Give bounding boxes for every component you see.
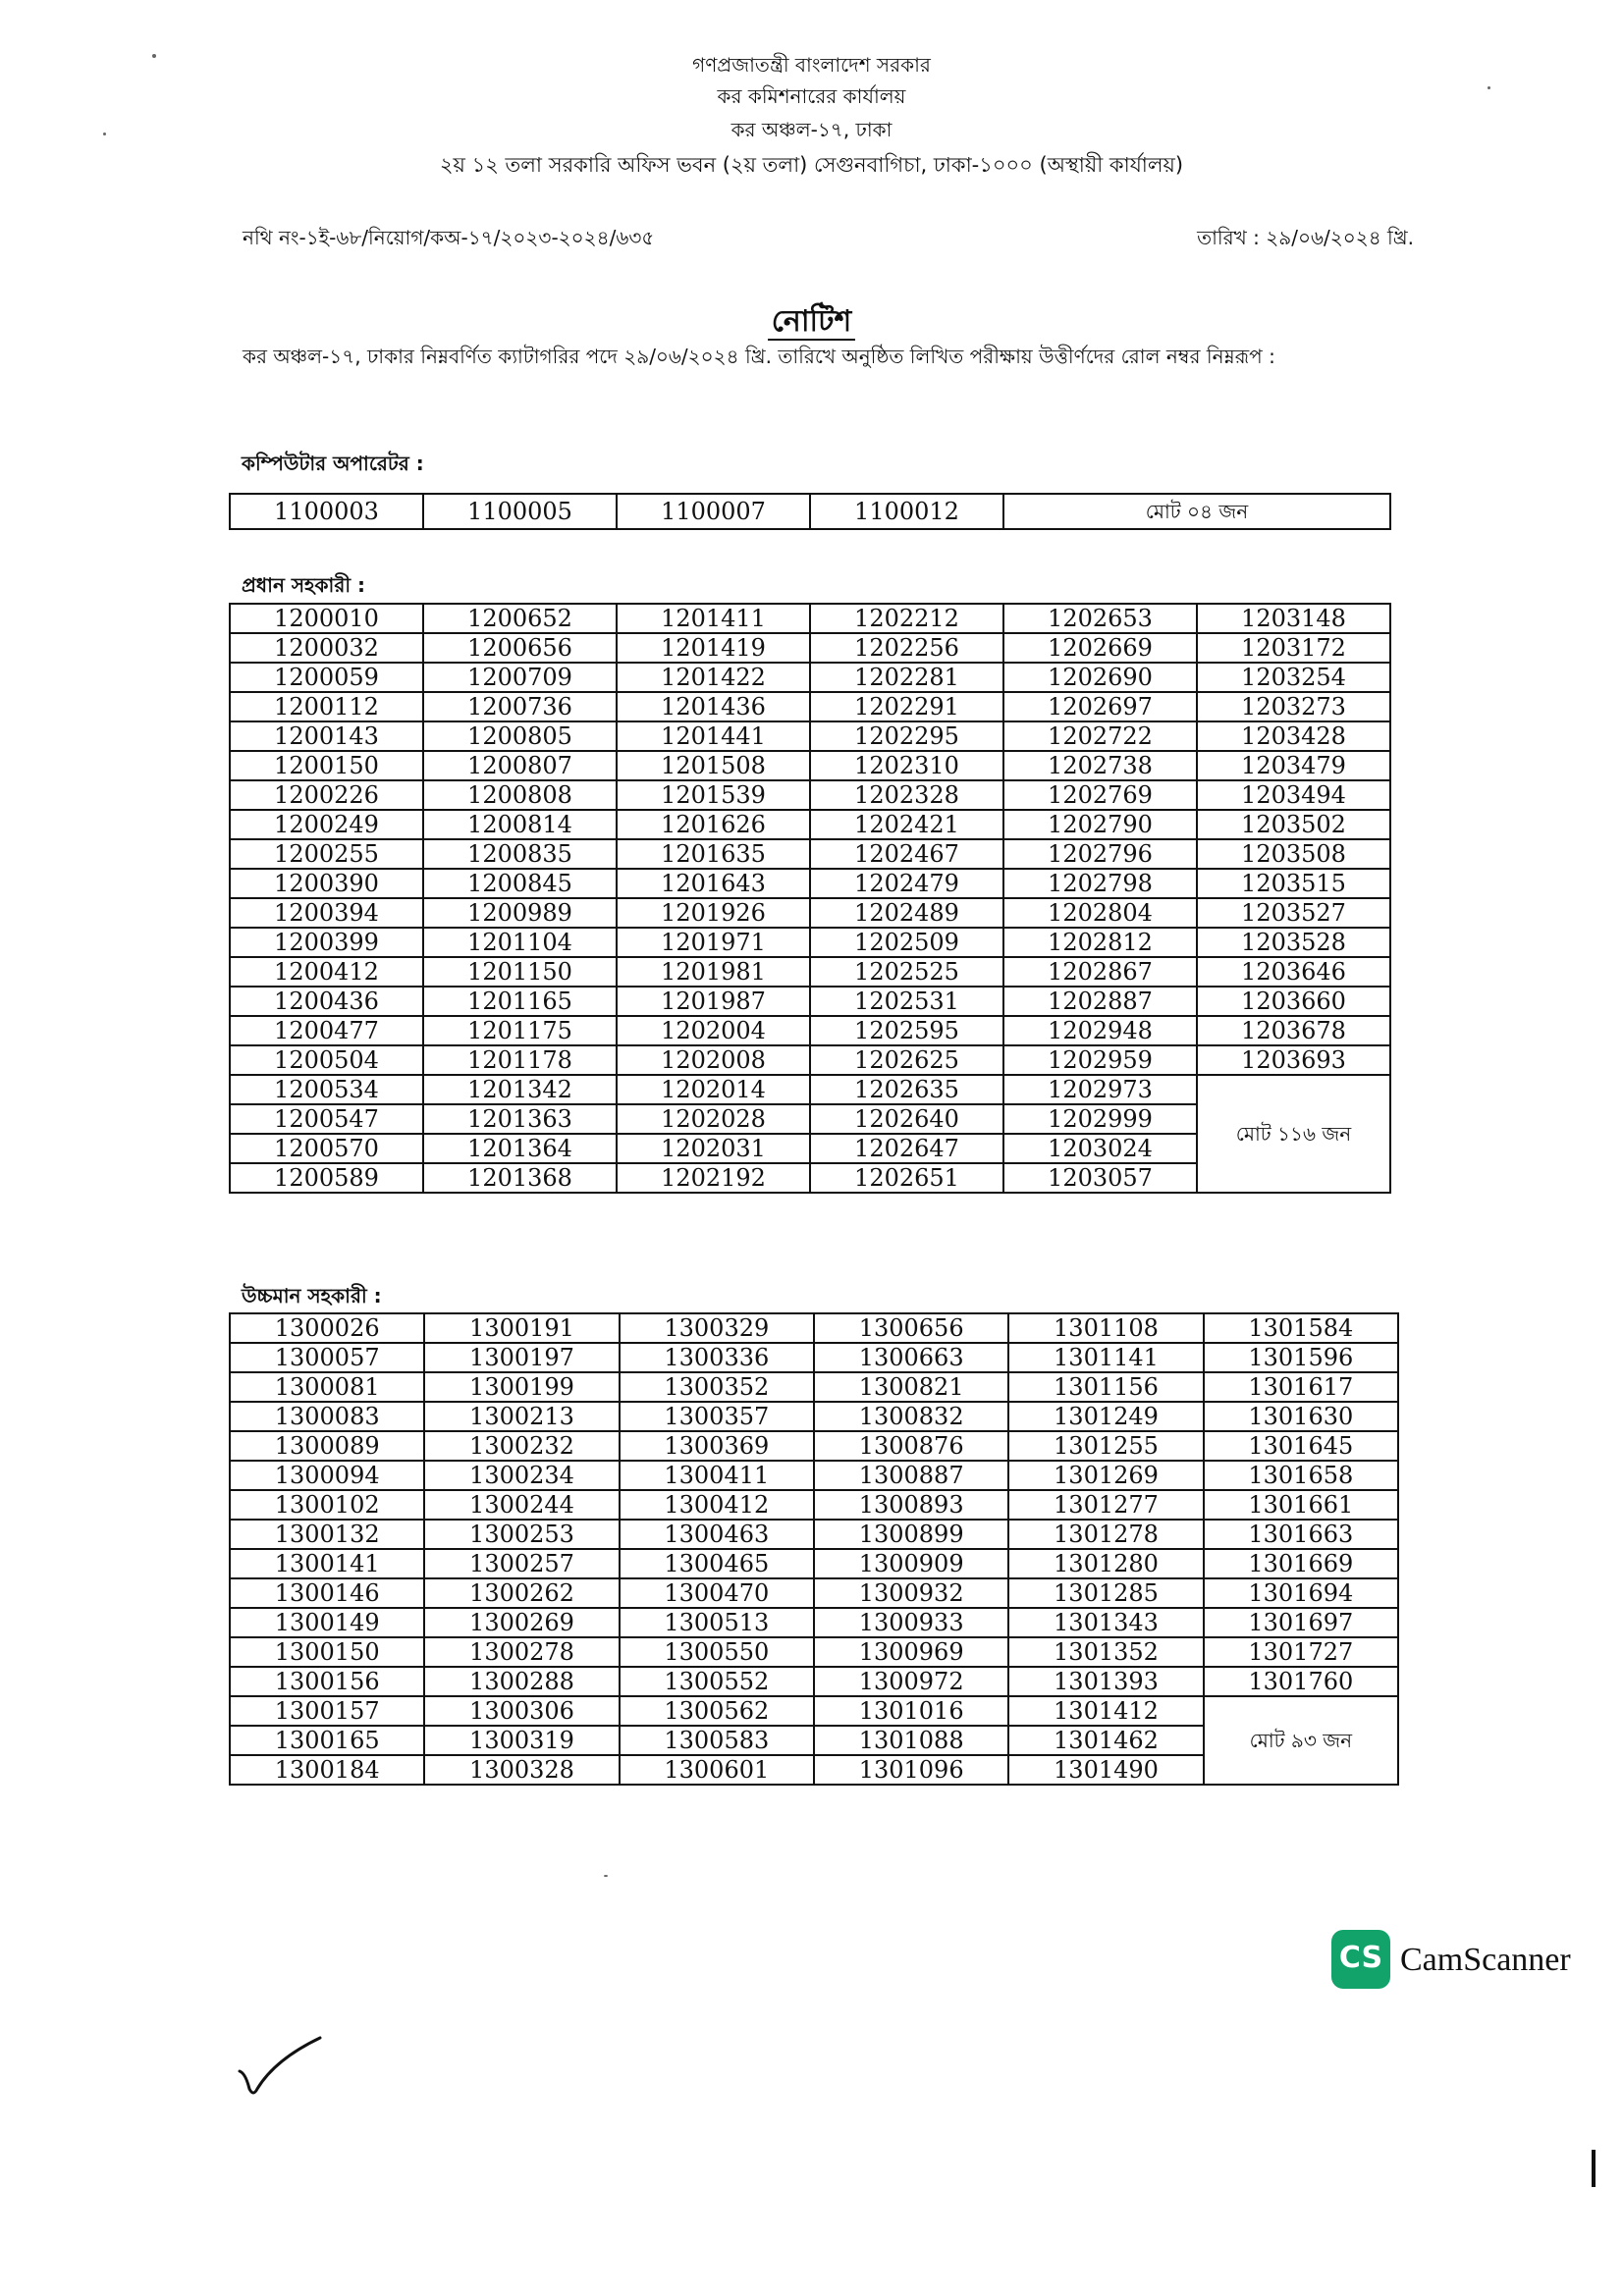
roll-cell: 1300412 xyxy=(620,1490,814,1520)
roll-cell: 1300357 xyxy=(620,1402,814,1431)
roll-cell: 1300656 xyxy=(814,1313,1008,1343)
roll-cell: 1202192 xyxy=(617,1163,810,1193)
roll-cell: 1200412 xyxy=(230,957,423,987)
roll-cell: 1202796 xyxy=(1003,839,1197,869)
roll-cell: 1203024 xyxy=(1003,1134,1197,1163)
roll-cell: 1200534 xyxy=(230,1075,423,1104)
roll-cell: 1301156 xyxy=(1008,1372,1203,1402)
camscanner-brand-text: CamScanner xyxy=(1400,1942,1571,1978)
roll-cell: 1200835 xyxy=(423,839,617,869)
header-address: ২য় ১২ তলা সরকারি অফিস ভবন (২য় তলা) সেগুনবাগিচা, ঢাকা-১০০০ (অস্থায়ী কার্যালয়) xyxy=(439,153,1184,177)
roll-cell: 1202281 xyxy=(810,663,1003,692)
roll-cell: 1301285 xyxy=(1008,1578,1203,1608)
roll-cell: 1200249 xyxy=(230,810,423,839)
section-label-computer-operator: কম্পিউটার অপারেটর : xyxy=(242,452,424,475)
table-row xyxy=(230,1402,1398,1431)
roll-cell: 1202651 xyxy=(810,1163,1003,1193)
table-row xyxy=(230,1520,1398,1549)
roll-cell: 1300972 xyxy=(814,1667,1008,1696)
header-government-name: গণপ্রজাতন্ত্রী বাংলাদেশ সরকার xyxy=(692,53,931,77)
roll-cell: 1200143 xyxy=(230,721,423,751)
roll-cell: 1300262 xyxy=(424,1578,619,1608)
roll-cell: 1201971 xyxy=(617,928,810,957)
table-row xyxy=(230,987,1390,1016)
roll-cell: 1202328 xyxy=(810,780,1003,810)
roll-cell: 1301596 xyxy=(1204,1343,1398,1372)
roll-cell: 1202479 xyxy=(810,869,1003,898)
scan-speck xyxy=(604,1875,608,1877)
roll-cell: 1201635 xyxy=(617,839,810,869)
roll-cell: 1301490 xyxy=(1008,1755,1203,1785)
roll-cell: 1202291 xyxy=(810,692,1003,721)
roll-cell: 1202531 xyxy=(810,987,1003,1016)
roll-cell: 1202295 xyxy=(810,721,1003,751)
roll-cell: 1201981 xyxy=(617,957,810,987)
roll-cell: 1300026 xyxy=(230,1313,424,1343)
roll-cell: 1300150 xyxy=(230,1637,424,1667)
table-row xyxy=(230,1045,1390,1075)
roll-cell: 1300199 xyxy=(424,1372,619,1402)
roll-cell: 1301661 xyxy=(1204,1490,1398,1520)
table-row xyxy=(230,780,1390,810)
roll-cell: 1301645 xyxy=(1204,1431,1398,1461)
notice-intro: কর অঞ্চল-১৭, ঢাকার নিম্নবর্ণিত ক্যাটাগরির পদে ২৯/০৬/২০২৪ খ্রি. তারিখে অনুষ্ঠিত লিখিত পরীক্ষায় উত্তীর্ণদের রোল নম্বর নিম্নরূপ : xyxy=(243,345,1275,368)
roll-cell: 1300083 xyxy=(230,1402,424,1431)
roll-cell: 1100012 xyxy=(810,494,1003,529)
computer-operator-table xyxy=(229,493,1391,530)
roll-cell: 1203515 xyxy=(1197,869,1390,898)
roll-cell: 1201539 xyxy=(617,780,810,810)
roll-cell: 1203057 xyxy=(1003,1163,1197,1193)
roll-cell: 1100003 xyxy=(230,494,423,529)
roll-cell: 1300278 xyxy=(424,1637,619,1667)
roll-cell: 1301249 xyxy=(1008,1402,1203,1431)
roll-cell: 1300157 xyxy=(230,1696,424,1726)
table-row xyxy=(230,810,1390,839)
table-row xyxy=(230,1431,1398,1461)
roll-cell: 1300269 xyxy=(424,1608,619,1637)
roll-cell: 1201175 xyxy=(423,1016,617,1045)
roll-cell: 1200059 xyxy=(230,663,423,692)
roll-cell: 1202647 xyxy=(810,1134,1003,1163)
section-label-chief-assistant: প্রধান সহকারী : xyxy=(242,573,366,597)
roll-cell: 1300094 xyxy=(230,1461,424,1490)
roll-cell: 1100005 xyxy=(423,494,617,529)
roll-cell: 1301352 xyxy=(1008,1637,1203,1667)
scan-speck xyxy=(152,54,156,58)
roll-cell: 1200805 xyxy=(423,721,617,751)
roll-cell: 1201643 xyxy=(617,869,810,898)
roll-cell: 1202690 xyxy=(1003,663,1197,692)
roll-cell: 1202653 xyxy=(1003,604,1197,633)
roll-cell: 1300821 xyxy=(814,1372,1008,1402)
roll-cell: 1300057 xyxy=(230,1343,424,1372)
roll-cell: 1202509 xyxy=(810,928,1003,957)
roll-cell: 1202867 xyxy=(1003,957,1197,987)
roll-cell: 1202798 xyxy=(1003,869,1197,898)
roll-cell: 1301141 xyxy=(1008,1343,1203,1372)
roll-cell: 1301278 xyxy=(1008,1520,1203,1549)
table-row xyxy=(230,1696,1398,1726)
roll-cell: 1300232 xyxy=(424,1431,619,1461)
roll-cell: 1203678 xyxy=(1197,1016,1390,1045)
table-row xyxy=(230,1549,1398,1578)
roll-cell: 1300149 xyxy=(230,1608,424,1637)
roll-cell: 1301658 xyxy=(1204,1461,1398,1490)
roll-cell: 1301343 xyxy=(1008,1608,1203,1637)
roll-cell: 1301617 xyxy=(1204,1372,1398,1402)
roll-cell: 1201342 xyxy=(423,1075,617,1104)
roll-cell: 1301760 xyxy=(1204,1667,1398,1696)
roll-cell: 1200652 xyxy=(423,604,617,633)
roll-cell: 1300552 xyxy=(620,1667,814,1696)
roll-cell: 1300213 xyxy=(424,1402,619,1431)
roll-cell: 1202697 xyxy=(1003,692,1197,721)
camscanner-logo-icon: CS xyxy=(1331,1930,1390,1989)
notice-title-text: নোটিশ xyxy=(768,304,855,341)
roll-cell: 1202421 xyxy=(810,810,1003,839)
handwritten-checkmark-icon xyxy=(236,2032,324,2101)
roll-cell: 1200570 xyxy=(230,1134,423,1163)
roll-cell: 1300513 xyxy=(620,1608,814,1637)
roll-cell: 1203172 xyxy=(1197,633,1390,663)
roll-cell: 1301462 xyxy=(1008,1726,1203,1755)
roll-cell: 1300288 xyxy=(424,1667,619,1696)
total-cell: মোট ৯৩ জন xyxy=(1204,1696,1398,1785)
roll-cell: 1300081 xyxy=(230,1372,424,1402)
roll-cell: 1201987 xyxy=(617,987,810,1016)
reference-number: নথি নং-১ই-৬৮/নিয়োগ/কঅ-১৭/২০২৩-২০২৪/৬৩৫ xyxy=(243,226,655,249)
roll-cell: 1202999 xyxy=(1003,1104,1197,1134)
roll-cell: 1300146 xyxy=(230,1578,424,1608)
roll-cell: 1300893 xyxy=(814,1490,1008,1520)
roll-cell: 1202669 xyxy=(1003,633,1197,663)
roll-cell: 1200010 xyxy=(230,604,423,633)
roll-cell: 1300165 xyxy=(230,1726,424,1755)
roll-cell: 1200808 xyxy=(423,780,617,810)
roll-cell: 1300184 xyxy=(230,1755,424,1785)
table-row xyxy=(230,1016,1390,1045)
roll-cell: 1201626 xyxy=(617,810,810,839)
roll-cell: 1201419 xyxy=(617,633,810,663)
roll-cell: 1301088 xyxy=(814,1726,1008,1755)
roll-cell: 1203646 xyxy=(1197,957,1390,987)
roll-cell: 1300899 xyxy=(814,1520,1008,1549)
roll-cell: 1202008 xyxy=(617,1045,810,1075)
roll-cell: 1202014 xyxy=(617,1075,810,1104)
roll-cell: 1301694 xyxy=(1204,1578,1398,1608)
roll-cell: 1203494 xyxy=(1197,780,1390,810)
table-row xyxy=(230,839,1390,869)
table-row xyxy=(230,663,1390,692)
table-row xyxy=(230,1667,1398,1696)
roll-cell: 1300876 xyxy=(814,1431,1008,1461)
roll-cell: 1203479 xyxy=(1197,751,1390,780)
table-row xyxy=(230,1490,1398,1520)
roll-cell: 1203527 xyxy=(1197,898,1390,928)
roll-cell: 1301277 xyxy=(1008,1490,1203,1520)
roll-cell: 1300969 xyxy=(814,1637,1008,1667)
table-row xyxy=(230,633,1390,663)
roll-cell: 1200399 xyxy=(230,928,423,957)
roll-cell: 1300336 xyxy=(620,1343,814,1372)
roll-cell: 1202625 xyxy=(810,1045,1003,1075)
roll-cell: 1301255 xyxy=(1008,1431,1203,1461)
roll-cell: 1202635 xyxy=(810,1075,1003,1104)
scan-speck xyxy=(1488,86,1490,89)
table-row xyxy=(230,1608,1398,1637)
header-zone: কর অঞ্চল-১৭, ঢাকা xyxy=(730,118,893,141)
table-row xyxy=(230,869,1390,898)
roll-cell: 1200547 xyxy=(230,1104,423,1134)
roll-cell: 1300132 xyxy=(230,1520,424,1549)
roll-cell: 1202028 xyxy=(617,1104,810,1134)
roll-cell: 1201436 xyxy=(617,692,810,721)
table-row xyxy=(230,751,1390,780)
roll-cell: 1301663 xyxy=(1204,1520,1398,1549)
total-cell: মোট ০৪ জন xyxy=(1003,494,1390,529)
roll-cell: 1300550 xyxy=(620,1637,814,1667)
roll-cell: 1203273 xyxy=(1197,692,1390,721)
roll-cell: 1301669 xyxy=(1204,1549,1398,1578)
table-row xyxy=(230,692,1390,721)
roll-cell: 1300465 xyxy=(620,1549,814,1578)
roll-cell: 1202973 xyxy=(1003,1075,1197,1104)
roll-cell: 1202525 xyxy=(810,957,1003,987)
roll-cell: 1201363 xyxy=(423,1104,617,1134)
roll-cell: 1300253 xyxy=(424,1520,619,1549)
roll-cell: 1203148 xyxy=(1197,604,1390,633)
roll-cell: 1301393 xyxy=(1008,1667,1203,1696)
roll-cell: 1301269 xyxy=(1008,1461,1203,1490)
roll-cell: 1300932 xyxy=(814,1578,1008,1608)
roll-cell: 1300463 xyxy=(620,1520,814,1549)
roll-cell: 1202310 xyxy=(810,751,1003,780)
roll-cell: 1200112 xyxy=(230,692,423,721)
roll-cell: 1202640 xyxy=(810,1104,1003,1134)
roll-cell: 1300352 xyxy=(620,1372,814,1402)
roll-cell: 1200589 xyxy=(230,1163,423,1193)
total-cell: মোট ১১৬ জন xyxy=(1197,1075,1390,1193)
roll-cell: 1300329 xyxy=(620,1313,814,1343)
roll-cell: 1300663 xyxy=(814,1343,1008,1372)
roll-cell: 1202812 xyxy=(1003,928,1197,957)
table-row xyxy=(230,721,1390,751)
roll-cell: 1202489 xyxy=(810,898,1003,928)
table-row xyxy=(230,1372,1398,1402)
roll-cell: 1300933 xyxy=(814,1608,1008,1637)
roll-cell: 1203508 xyxy=(1197,839,1390,869)
roll-cell: 1200150 xyxy=(230,751,423,780)
roll-cell: 1201178 xyxy=(423,1045,617,1075)
roll-cell: 1301697 xyxy=(1204,1608,1398,1637)
scan-mark xyxy=(1592,2150,1596,2187)
roll-cell: 1202804 xyxy=(1003,898,1197,928)
roll-cell: 1201368 xyxy=(423,1163,617,1193)
senior-assistant-table xyxy=(229,1312,1399,1786)
roll-cell: 1300191 xyxy=(424,1313,619,1343)
roll-cell: 1202004 xyxy=(617,1016,810,1045)
section-label-senior-assistant: উচ্চমান সহকারী : xyxy=(242,1284,382,1308)
roll-cell: 1300306 xyxy=(424,1696,619,1726)
roll-cell: 1300328 xyxy=(424,1755,619,1785)
roll-cell: 1201364 xyxy=(423,1134,617,1163)
roll-cell: 1202769 xyxy=(1003,780,1197,810)
roll-cell: 1202790 xyxy=(1003,810,1197,839)
roll-cell: 1301727 xyxy=(1204,1637,1398,1667)
roll-cell: 1200709 xyxy=(423,663,617,692)
roll-cell: 1202212 xyxy=(810,604,1003,633)
roll-cell: 1202948 xyxy=(1003,1016,1197,1045)
roll-cell: 1301630 xyxy=(1204,1402,1398,1431)
table-row xyxy=(230,1313,1398,1343)
roll-cell: 1300197 xyxy=(424,1343,619,1372)
roll-cell: 1300234 xyxy=(424,1461,619,1490)
notice-date: তারিখ : ২৯/০৬/২০২৪ খ্রি. xyxy=(1197,226,1414,249)
roll-cell: 1200656 xyxy=(423,633,617,663)
roll-cell: 1301280 xyxy=(1008,1549,1203,1578)
roll-cell: 1300369 xyxy=(620,1431,814,1461)
table-row xyxy=(230,1075,1390,1104)
roll-cell: 1300141 xyxy=(230,1549,424,1578)
roll-cell: 1200477 xyxy=(230,1016,423,1045)
roll-cell: 1200390 xyxy=(230,869,423,898)
roll-cell: 1202738 xyxy=(1003,751,1197,780)
roll-cell: 1203428 xyxy=(1197,721,1390,751)
roll-cell: 1203502 xyxy=(1197,810,1390,839)
table-row xyxy=(230,494,1390,529)
roll-cell: 1200255 xyxy=(230,839,423,869)
table-row xyxy=(230,928,1390,957)
table-row xyxy=(230,1637,1398,1667)
roll-cell: 1200736 xyxy=(423,692,617,721)
roll-cell: 1300583 xyxy=(620,1726,814,1755)
table-row xyxy=(230,604,1390,633)
roll-cell: 1301108 xyxy=(1008,1313,1203,1343)
table-row xyxy=(230,1343,1398,1372)
roll-cell: 1300156 xyxy=(230,1667,424,1696)
roll-cell: 1300887 xyxy=(814,1461,1008,1490)
table-row xyxy=(230,1578,1398,1608)
roll-cell: 1300832 xyxy=(814,1402,1008,1431)
table-row xyxy=(230,898,1390,928)
roll-cell: 1100007 xyxy=(617,494,810,529)
roll-cell: 1200845 xyxy=(423,869,617,898)
roll-cell: 1300319 xyxy=(424,1726,619,1755)
roll-cell: 1202467 xyxy=(810,839,1003,869)
roll-cell: 1200226 xyxy=(230,780,423,810)
roll-cell: 1202595 xyxy=(810,1016,1003,1045)
roll-cell: 1200032 xyxy=(230,633,423,663)
roll-cell: 1200814 xyxy=(423,810,617,839)
roll-cell: 1300102 xyxy=(230,1490,424,1520)
roll-cell: 1202722 xyxy=(1003,721,1197,751)
roll-cell: 1300411 xyxy=(620,1461,814,1490)
roll-cell: 1201441 xyxy=(617,721,810,751)
roll-cell: 1300601 xyxy=(620,1755,814,1785)
roll-cell: 1200504 xyxy=(230,1045,423,1075)
roll-cell: 1300244 xyxy=(424,1490,619,1520)
roll-cell: 1300562 xyxy=(620,1696,814,1726)
roll-cell: 1201165 xyxy=(423,987,617,1016)
roll-cell: 1202031 xyxy=(617,1134,810,1163)
chief-assistant-table xyxy=(229,603,1391,1194)
roll-cell: 1300089 xyxy=(230,1431,424,1461)
roll-cell: 1301584 xyxy=(1204,1313,1398,1343)
roll-cell: 1201422 xyxy=(617,663,810,692)
roll-cell: 1301412 xyxy=(1008,1696,1203,1726)
table-row xyxy=(230,1461,1398,1490)
roll-cell: 1201150 xyxy=(423,957,617,987)
roll-cell: 1203660 xyxy=(1197,987,1390,1016)
roll-cell: 1202256 xyxy=(810,633,1003,663)
header-office-name: কর কমিশনারের কার্যালয় xyxy=(717,84,906,108)
roll-cell: 1202959 xyxy=(1003,1045,1197,1075)
scan-speck xyxy=(103,133,106,135)
roll-cell: 1201508 xyxy=(617,751,810,780)
roll-cell: 1201411 xyxy=(617,604,810,633)
roll-cell: 1201104 xyxy=(423,928,617,957)
roll-cell: 1200394 xyxy=(230,898,423,928)
table-row xyxy=(230,957,1390,987)
roll-cell: 1301096 xyxy=(814,1755,1008,1785)
roll-cell: 1203528 xyxy=(1197,928,1390,957)
roll-cell: 1200436 xyxy=(230,987,423,1016)
roll-cell: 1200807 xyxy=(423,751,617,780)
roll-cell: 1203254 xyxy=(1197,663,1390,692)
roll-cell: 1201926 xyxy=(617,898,810,928)
roll-cell: 1202887 xyxy=(1003,987,1197,1016)
roll-cell: 1300257 xyxy=(424,1549,619,1578)
roll-cell: 1300909 xyxy=(814,1549,1008,1578)
roll-cell: 1301016 xyxy=(814,1696,1008,1726)
roll-cell: 1300470 xyxy=(620,1578,814,1608)
roll-cell: 1203693 xyxy=(1197,1045,1390,1075)
roll-cell: 1200989 xyxy=(423,898,617,928)
